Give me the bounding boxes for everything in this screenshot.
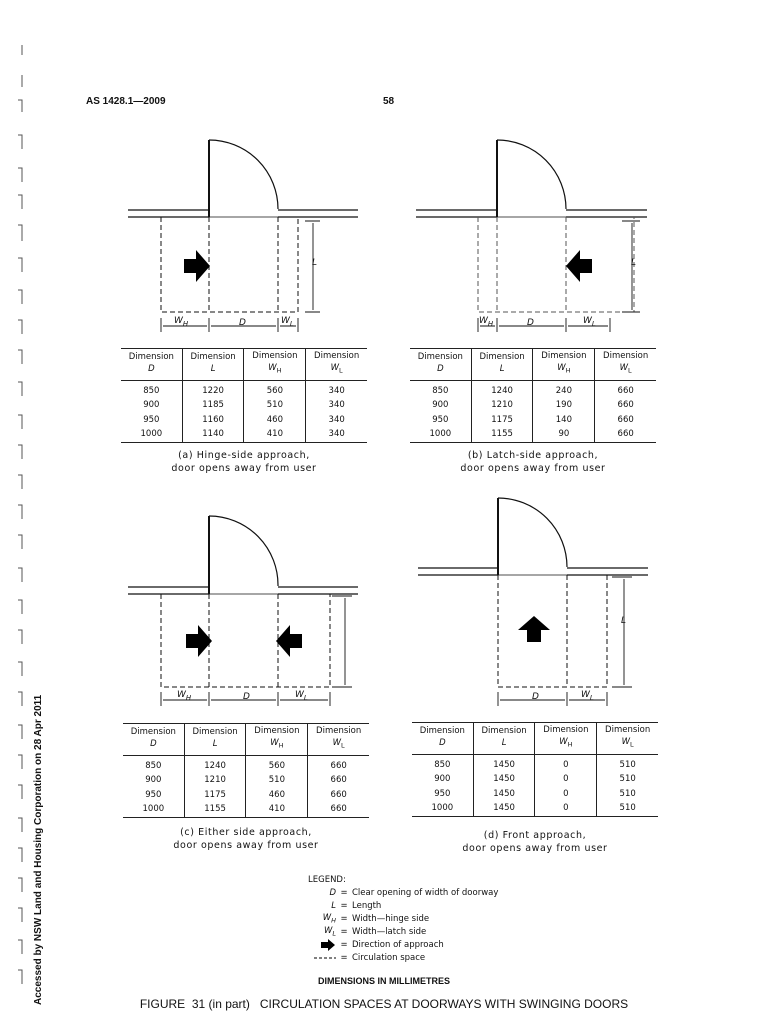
approach-arrow-icon (518, 616, 550, 642)
table-row: 850 1240 560 660 (123, 755, 369, 773)
legend-title: LEGEND: (308, 875, 346, 885)
dimensions-note: DIMENSIONS IN MILLIMETRES (317, 976, 450, 986)
dim-label-wl-sub: L (303, 693, 308, 702)
table-row: 1000 1155 90 660 (410, 427, 656, 442)
table-header: Dimension D (410, 349, 471, 381)
dim-label-wh-sub: H (185, 693, 192, 702)
dim-label-l: L (631, 258, 637, 268)
table-row: 900 1450 0 510 (412, 772, 658, 787)
dashed-line-icon (314, 955, 336, 961)
table-row: 1000 1450 0 510 (412, 801, 658, 816)
legend-item: = Direction of approach (300, 939, 498, 952)
table-header: Dimension $W_H$ (533, 349, 595, 381)
table-row: 950 1450 0 510 (412, 787, 658, 802)
caption-a: (a) Hinge-side approach, door opens away from user (171, 450, 317, 474)
table-d (412, 722, 658, 817)
dim-label-wl-sub: L (591, 319, 596, 328)
table-header: Dimension $W_H$ (246, 724, 308, 756)
caption-c: (c) Either side approach, door opens away from user (173, 827, 319, 851)
table-row: 850 1220 560 340 (121, 380, 367, 398)
table-row: 950 1175 140 660 (410, 413, 656, 428)
table-header: Dimension $W_L$ (306, 349, 367, 381)
table-header: Dimension $W_L$ (308, 724, 369, 756)
table-row: 900 1210 510 660 (123, 773, 369, 788)
legend-item: L = Length (331, 901, 382, 911)
table-row: 900 1210 190 660 (410, 398, 656, 413)
legend-item: $W_L$ = Width—latch side (323, 925, 427, 938)
dim-label-wh-sub: H (487, 319, 494, 328)
table-header: Dimension D (121, 349, 182, 381)
dim-label-wl: W (583, 316, 592, 326)
standard-number: AS 1428.1—2009 (86, 96, 166, 107)
dim-label-l: L (621, 616, 627, 626)
table-row: 950 1160 460 340 (121, 413, 367, 428)
table-header: Dimension $W_H$ (244, 349, 306, 381)
dim-label-wl: W (295, 690, 304, 700)
caption-b: (b) Latch-side approach, door opens away from user (460, 450, 606, 474)
table-header: Dimension L (184, 724, 246, 756)
dim-label-d: D (532, 692, 539, 702)
legend-item: D = Clear opening of width of doorway (329, 888, 499, 898)
table-header: Dimension L (471, 349, 533, 381)
page-number: 58 (383, 96, 395, 107)
table-header: Dimension D (412, 723, 473, 755)
approach-arrow-icon (320, 939, 336, 951)
table-row: 900 1185 510 340 (121, 398, 367, 413)
table-header: Dimension D (123, 724, 184, 756)
dim-label-wl-sub: L (289, 319, 294, 328)
legend-item: $W_H$ = Width—hinge side (322, 912, 430, 925)
table-header: Dimension $W_L$ (597, 723, 658, 755)
dim-label-l: L (312, 258, 318, 268)
dim-label-wl-sub: L (589, 693, 594, 702)
table-header: Dimension $W_H$ (535, 723, 597, 755)
legend (300, 874, 498, 965)
table-header: Dimension $W_L$ (595, 349, 656, 381)
dim-label-d: D (243, 692, 250, 702)
table-header: Dimension L (182, 349, 244, 381)
table-row: 1000 1140 410 340 (121, 427, 367, 442)
dim-label-d: D (239, 318, 246, 328)
dim-label-wl: W (281, 316, 290, 326)
table-row: 950 1175 460 660 (123, 788, 369, 803)
table-row: 850 1240 240 660 (410, 380, 656, 398)
dim-label-wl: W (581, 690, 590, 700)
table-row: 1000 1155 410 660 (123, 802, 369, 817)
dim-label-wh: W (479, 316, 488, 326)
dim-label-wh: W (177, 690, 186, 700)
dim-label-wh: W (174, 316, 183, 326)
dim-label-wh-sub: H (182, 319, 189, 328)
figure-title: FIGURE 31 (in part) CIRCULATION SPACES AT DOORWAYS WITH SWINGING DOORS (139, 997, 629, 1011)
table-header: Dimension L (473, 723, 535, 755)
caption-d: (d) Front approach, door opens away from user (462, 830, 608, 854)
access-watermark: Accessed by NSW Land and Housing Corporation on 28 Apr 2011 (33, 694, 44, 1005)
legend-item: = Circulation space (300, 952, 498, 965)
table-row: 850 1450 0 510 (412, 754, 658, 772)
dim-label-d: D (527, 318, 534, 328)
